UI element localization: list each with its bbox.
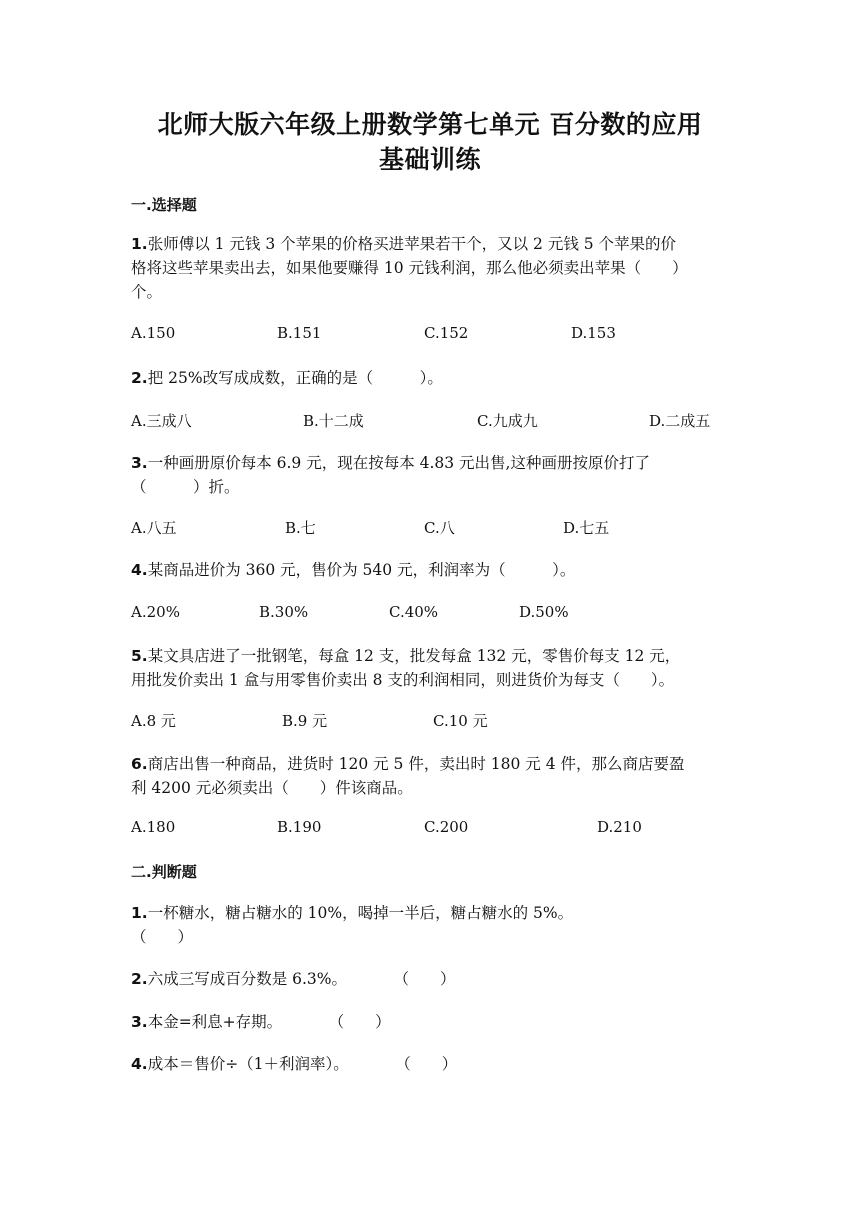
option-c: C.152 [424,324,469,342]
option-b: B.十二成 [303,412,364,430]
question-choice-3 [131,451,731,499]
question-choice-5 [131,644,731,692]
option-d: D.50% [519,603,569,621]
question-line: 商店出售一种商品，进货时 120 元 5 件，卖出时 180 元 4 件，那么商店要盈 [147,755,685,773]
question-number: 6. [131,755,148,773]
option-b: B.190 [277,818,322,836]
option-c: C.九成九 [477,412,538,430]
question-judge-3 [131,1010,731,1034]
option-b: B.30% [259,603,309,621]
question-number: 2. [131,970,148,988]
answer-bracket: （ ） [131,928,194,946]
question-choice-6 [131,752,731,800]
question-number: 2. [131,369,148,387]
question-number: 1. [131,904,148,922]
question-line: 把 25%改写成成数，正确的是（ ）。 [147,369,443,387]
question-choice-2 [131,366,731,390]
option-a: A.150 [131,324,176,342]
question-line: 六成三写成百分数是 6.3%。 （ ） [147,970,456,988]
question-number: 5. [131,647,148,665]
option-a: A.180 [131,818,176,836]
question-line: （ ）折。 [131,478,240,496]
option-c: C.40% [389,603,439,621]
option-a: A.20% [131,603,180,621]
option-c: C.八 [424,519,455,537]
question-line: 利 4200 元必须卖出（ ）件该商品。 [131,779,413,797]
option-d: D.二成五 [649,412,711,430]
question-line: 成本＝售价÷（1＋利润率）。 （ ） [147,1055,458,1073]
option-d: D.210 [597,818,642,836]
question-choice-4 [131,558,731,582]
question-number: 4. [131,1055,148,1073]
question-line: 本金=利息+存期。 （ ） [147,1013,391,1031]
option-a: A.八五 [131,519,177,537]
question-line: 个。 [131,283,163,301]
option-b: B.151 [277,324,322,342]
question-judge-2 [131,967,731,991]
option-b: B.七 [285,519,316,537]
option-a: A.8 元 [131,712,176,730]
section-heading-choice: 一.选择题 [131,196,197,214]
question-line: 一杯糖水，糖占糖水的 10%，喝掉一半后，糖占糖水的 5%。 [147,904,574,922]
option-d: D.七五 [563,519,610,537]
option-c: C.10 元 [433,712,488,730]
question-line: 某文具店进了一批钢笔，每盒 12 支，批发每盒 132 元，零售价每支 12 元， [147,647,681,665]
section-heading-judge: 二.判断题 [131,863,197,881]
doc-title: 北师大版六年级上册数学第七单元 百分数的应用 [157,110,703,139]
option-d: D.153 [571,324,616,342]
question-line: 用批发价卖出 1 盒与用零售价卖出 8 支的利润相同，则进货价为每支（ ）。 [131,671,675,689]
question-number: 1. [131,235,148,253]
option-c: C.200 [424,818,469,836]
question-number: 3. [131,454,148,472]
question-judge-1 [131,901,731,949]
option-a: A.三成八 [131,412,192,430]
question-line: 某商品进价为 360 元，售价为 540 元，利润率为（ ）。 [147,561,576,579]
question-choice-1 [131,232,731,304]
doc-subtitle: 基础训练 [378,145,481,174]
question-line: 张师傅以 1 元钱 3 个苹果的价格买进苹果若干个，又以 2 元钱 5 个苹果的价 [147,235,677,253]
question-number: 3. [131,1013,148,1031]
question-number: 4. [131,561,148,579]
question-line: 格将这些苹果卖出去，如果他要赚得 10 元钱利润，那么他必须卖出苹果（ ） [131,259,688,277]
question-judge-4 [131,1052,731,1076]
option-b: B.9 元 [282,712,328,730]
question-line: 一种画册原价每本 6.9 元，现在按每本 4.83 元出售,这种画册按原价打了 [147,454,650,472]
